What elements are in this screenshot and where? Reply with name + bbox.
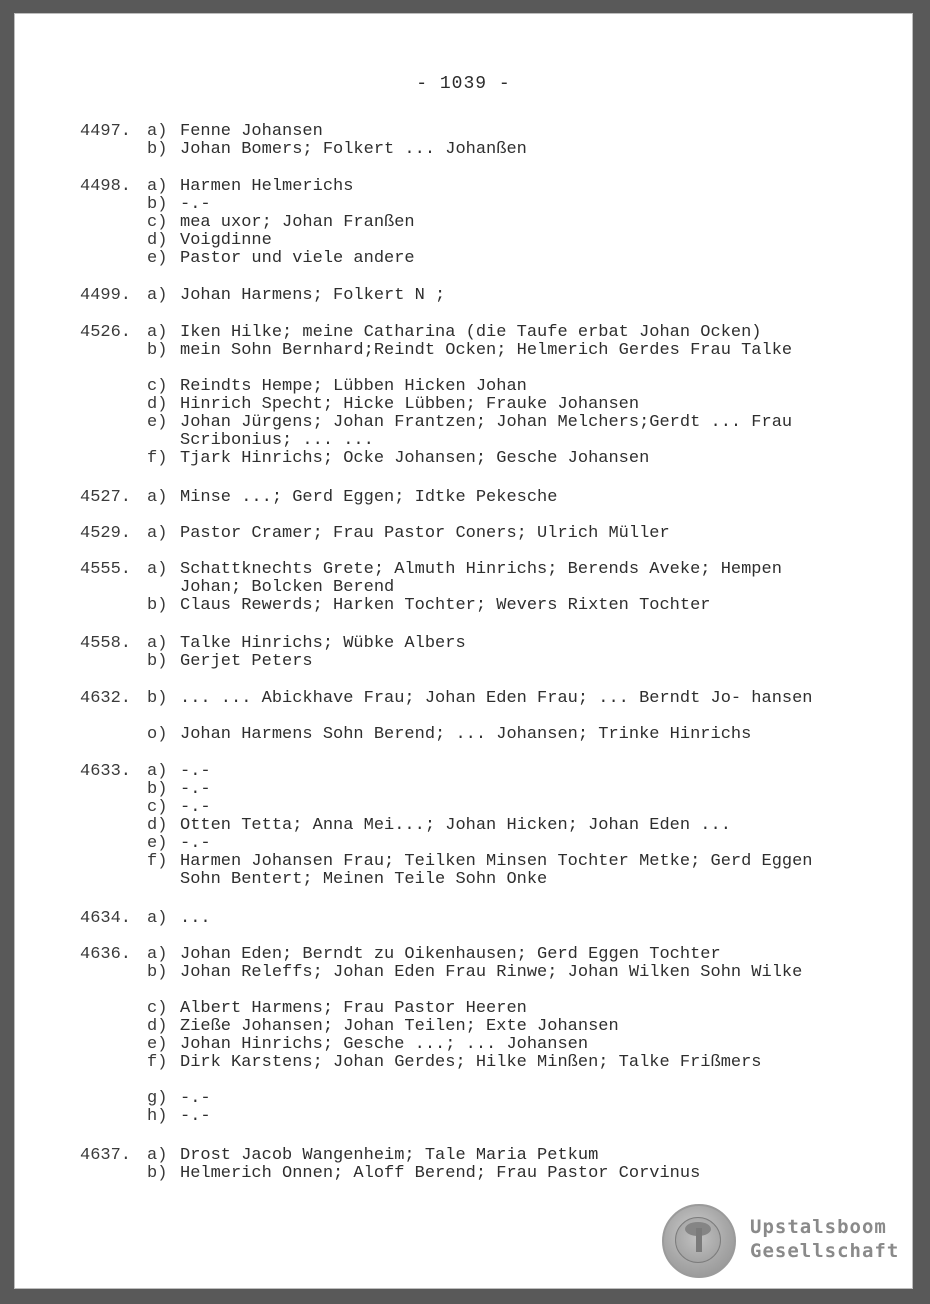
item-label: b) (147, 963, 168, 982)
seal-emblem (675, 1217, 721, 1263)
entry-item (14, 781, 913, 799)
entry-number: 4499. (80, 286, 132, 305)
item-text: -.- (180, 1107, 211, 1126)
entry-item (14, 1108, 913, 1126)
item-text: Reindts Hempe; Lübben Hicken Johan (180, 377, 527, 396)
item-label: a) (147, 762, 168, 781)
item-label: c) (147, 213, 168, 232)
item-text: Johan Bomers; Folkert ... Johanßen (180, 140, 527, 159)
item-label: b) (147, 195, 168, 214)
item-text: Johan Hinrichs; Gesche ...; ... Johansen (180, 1035, 589, 1054)
entry-4497 (14, 123, 913, 159)
entry-item (14, 763, 913, 781)
entry-number: 4633. (80, 762, 132, 781)
entry-item (14, 690, 913, 726)
entry-item (14, 910, 913, 928)
item-text: -.- (180, 834, 211, 853)
item-text: Schattknechts Grete; Almuth Hinrichs; Berends Aveke; Hempen Johan; Bolcken Berend (180, 560, 782, 597)
entry-4529 (14, 525, 913, 543)
entry-item (14, 232, 913, 250)
entry-item (14, 726, 913, 744)
item-text: Helmerich Onnen; Aloff Berend; Frau Pastor Corvinus (180, 1164, 701, 1183)
entry-number: 4527. (80, 488, 132, 507)
entry-item (14, 964, 913, 1000)
item-label: a) (147, 1146, 168, 1165)
brand-line-1: Upstalsboom (750, 1216, 887, 1238)
item-label: a) (147, 560, 168, 579)
entry-item (14, 635, 913, 653)
brand-wordmark (750, 1215, 899, 1263)
item-label: a) (147, 122, 168, 141)
entry-item (14, 1000, 913, 1018)
entry-number: 4526. (80, 323, 132, 342)
item-text: Iken Hilke; meine Catharina (die Taufe erbat Johan Ocken) (180, 323, 762, 342)
item-text: Fenne Johansen (180, 122, 323, 141)
item-label: e) (147, 413, 168, 432)
item-label: d) (147, 1017, 168, 1036)
item-label: e) (147, 249, 168, 268)
entry-number: 4637. (80, 1146, 132, 1165)
entry-item (14, 450, 913, 468)
entry-4632 (14, 690, 913, 744)
item-label: a) (147, 488, 168, 507)
item-text: -.- (180, 780, 211, 799)
item-text: Johan Eden; Berndt zu Oikenhausen; Gerd Eggen Tochter (180, 945, 721, 964)
item-text: -.- (180, 762, 211, 781)
entry-number: 4634. (80, 909, 132, 928)
seal-logo-icon (662, 1204, 736, 1278)
page-number: - 1039 - (416, 74, 511, 94)
entry-item (14, 250, 913, 268)
entry-number: 4555. (80, 560, 132, 579)
entry-item (14, 1054, 913, 1090)
item-label: c) (147, 798, 168, 817)
entry-4499 (14, 287, 913, 305)
item-text: -.- (180, 798, 211, 817)
item-label: o) (147, 725, 168, 744)
entry-number: 4636. (80, 945, 132, 964)
entry-item (14, 597, 913, 615)
item-label: a) (147, 323, 168, 342)
item-text: ... ... Abickhave Frau; Johan Eden Frau; ... Berndt Jo- hansen (180, 689, 813, 708)
entry-4555 (14, 561, 913, 615)
item-text: Harmen Johansen Frau; Teilken Minsen Tochter Metke; Gerd Eggen Sohn Bentert; Meinen Teile Sohn Onke (180, 852, 813, 889)
entry-item (14, 324, 913, 342)
entry-item (14, 178, 913, 196)
entry-item (14, 817, 913, 835)
entry-4637 (14, 1147, 913, 1183)
item-label: d) (147, 395, 168, 414)
brand-line-2: Gesellschaft (750, 1240, 900, 1262)
entry-item (14, 123, 913, 141)
item-label: b) (147, 780, 168, 799)
entry-item (14, 853, 913, 889)
item-text: Johan Jürgens; Johan Frantzen; Johan Melchers;Gerdt ... Frau Scribonius; ... ... (180, 413, 793, 450)
entry-4498 (14, 178, 913, 268)
item-text: Hinrich Specht; Hicke Lübben; Frauke Johansen (180, 395, 640, 414)
entry-item (14, 1090, 913, 1108)
entry-item (14, 1165, 913, 1183)
item-text: Voigdinne (180, 231, 272, 250)
item-text: Gerjet Peters (180, 652, 313, 671)
entry-item (14, 489, 913, 507)
item-label: a) (147, 634, 168, 653)
entry-4636 (14, 946, 913, 1126)
item-text: Pastor und viele andere (180, 249, 415, 268)
entry-item (14, 1018, 913, 1036)
item-label: a) (147, 945, 168, 964)
item-text: Johan Releffs; Johan Eden Frau Rinwe; Johan Wilken Sohn Wilke (180, 963, 803, 982)
entry-item (14, 799, 913, 817)
item-label: a) (147, 524, 168, 543)
entry-item (14, 196, 913, 214)
item-label: b) (147, 140, 168, 159)
item-text: mea uxor; Johan Franßen (180, 213, 415, 232)
entry-item (14, 414, 913, 450)
item-text: -.- (180, 1089, 211, 1108)
entry-item (14, 396, 913, 414)
entry-4526 (14, 324, 913, 468)
entry-item (14, 214, 913, 232)
item-label: b) (147, 1164, 168, 1183)
item-label: c) (147, 377, 168, 396)
item-label: g) (147, 1089, 168, 1108)
entry-item (14, 1036, 913, 1054)
entry-number: 4632. (80, 689, 132, 708)
entry-4558 (14, 635, 913, 671)
entry-item (14, 653, 913, 671)
entry-item (14, 835, 913, 853)
item-text: Albert Harmens; Frau Pastor Heeren (180, 999, 527, 1018)
document-page (14, 13, 913, 1289)
item-label: a) (147, 286, 168, 305)
item-text: Pastor Cramer; Frau Pastor Coners; Ulrich Müller (180, 524, 670, 543)
entry-item (14, 525, 913, 543)
entry-4634 (14, 910, 913, 928)
entry-4633 (14, 763, 913, 889)
entry-item (14, 561, 913, 597)
item-label: h) (147, 1107, 168, 1126)
item-text: Claus Rewerds; Harken Tochter; Wevers Rixten Tochter (180, 596, 711, 615)
item-text: Johan Harmens; Folkert N ; (180, 286, 446, 305)
item-label: b) (147, 652, 168, 671)
entry-item (14, 342, 913, 378)
item-label: d) (147, 231, 168, 250)
item-text: ... (180, 909, 211, 928)
item-text: Talke Hinrichs; Wübke Albers (180, 634, 466, 653)
item-text: Otten Tetta; Anna Mei...; Johan Hicken; Johan Eden ... (180, 816, 731, 835)
item-label: e) (147, 834, 168, 853)
item-label: f) (147, 449, 168, 468)
item-text: Drost Jacob Wangenheim; Tale Maria Petkum (180, 1146, 599, 1165)
entry-item (14, 378, 913, 396)
item-text: Harmen Helmerichs (180, 177, 354, 196)
entry-item (14, 287, 913, 305)
item-text: mein Sohn Bernhard;Reindt Ocken; Helmerich Gerdes Frau Talke (180, 341, 793, 360)
item-label: b) (147, 341, 168, 360)
entry-number: 4498. (80, 177, 132, 196)
entry-number: 4497. (80, 122, 132, 141)
item-label: f) (147, 852, 168, 871)
item-text: Minse ...; Gerd Eggen; Idtke Pekesche (180, 488, 558, 507)
entry-item (14, 141, 913, 159)
item-label: a) (147, 909, 168, 928)
tree-trunk-icon (696, 1228, 702, 1252)
entry-item (14, 1147, 913, 1165)
item-text: Tjark Hinrichs; Ocke Johansen; Gesche Johansen (180, 449, 650, 468)
item-text: Johan Harmens Sohn Berend; ... Johansen; Trinke Hinrichs (180, 725, 752, 744)
item-text: -.- (180, 195, 211, 214)
item-label: c) (147, 999, 168, 1018)
entry-4527 (14, 489, 913, 507)
item-text: Zieße Johansen; Johan Teilen; Exte Johansen (180, 1017, 619, 1036)
item-text: Dirk Karstens; Johan Gerdes; Hilke Minßen; Talke Frißmers (180, 1053, 762, 1072)
item-label: f) (147, 1053, 168, 1072)
item-label: a) (147, 177, 168, 196)
item-label: b) (147, 689, 168, 708)
entry-item (14, 946, 913, 964)
item-label: e) (147, 1035, 168, 1054)
entry-number: 4558. (80, 634, 132, 653)
item-label: b) (147, 596, 168, 615)
item-label: d) (147, 816, 168, 835)
entry-number: 4529. (80, 524, 132, 543)
